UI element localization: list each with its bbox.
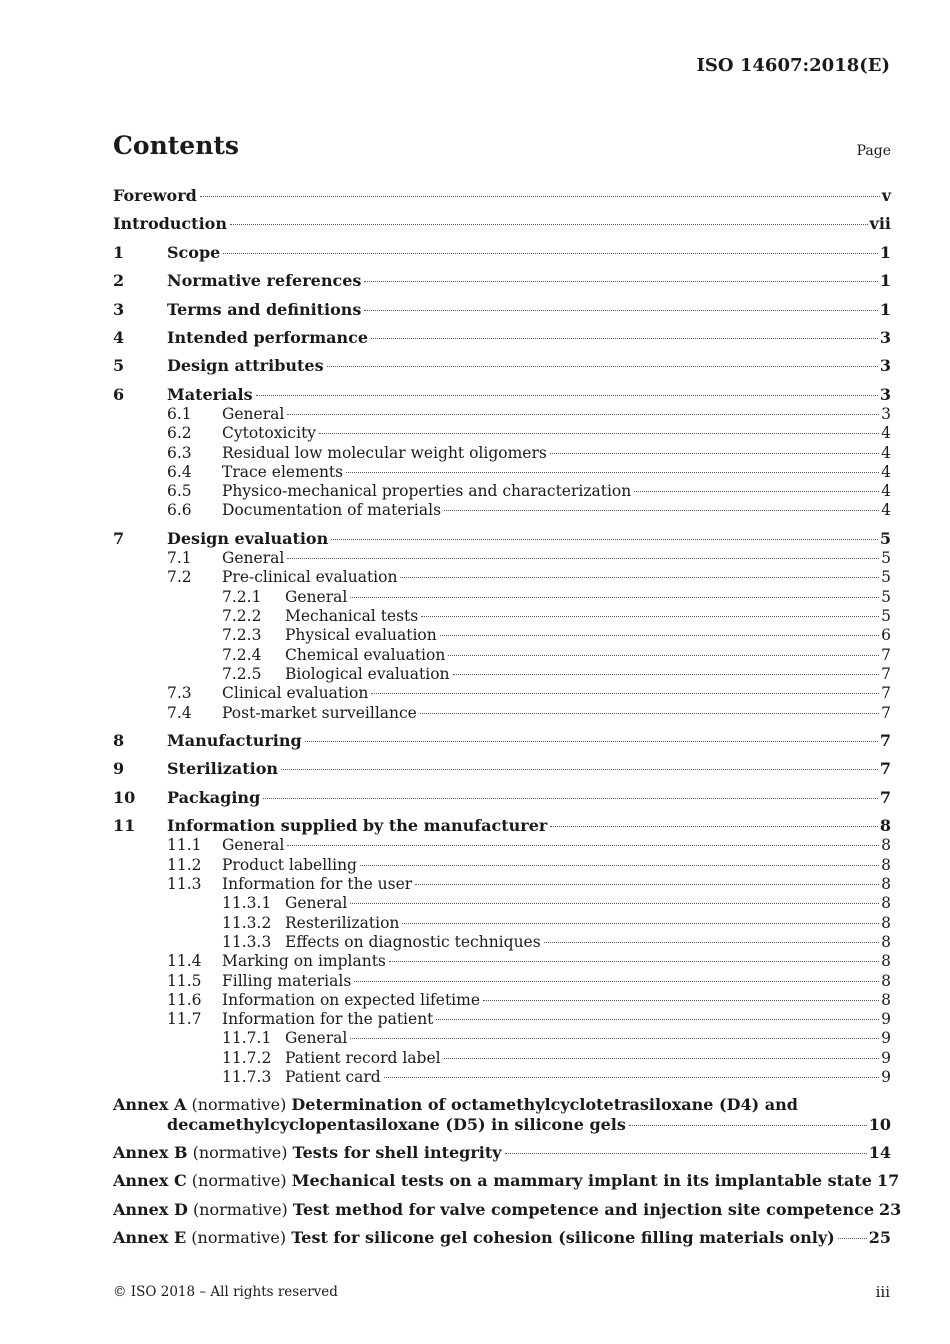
toc-entry-number: 11.3: [167, 875, 202, 893]
dot-leader: [331, 539, 878, 540]
annex-page: 10: [868, 1115, 891, 1134]
copyright-notice: © ISO 2018 – All rights reserved: [113, 1284, 338, 1300]
toc-entry-label: Patient card: [285, 1068, 381, 1086]
dot-leader: [421, 616, 879, 617]
dot-leader: [453, 674, 880, 675]
toc-entry[interactable]: [113, 645, 891, 665]
toc-entry-label: Documentation of materials: [222, 501, 442, 519]
dot-leader: [346, 472, 879, 473]
toc-entry-page: 1: [879, 271, 891, 290]
annex-entry-continued[interactable]: [113, 1115, 891, 1135]
annex-kind: (normative): [192, 1200, 288, 1219]
toc-entry-label: General: [222, 405, 285, 423]
dot-leader: [389, 961, 879, 962]
toc-entry-number: 11.7.1: [222, 1029, 272, 1047]
annex-kind: (normative): [191, 1171, 287, 1190]
toc-entry-label: Information for the patient: [222, 1010, 434, 1028]
toc-entry-page: 9: [881, 1029, 891, 1047]
toc-entry[interactable]: [113, 788, 891, 808]
toc-entry-page: 3: [879, 328, 891, 347]
toc-entry-number: 7.2.2: [222, 607, 262, 625]
toc-entry[interactable]: [113, 356, 891, 376]
annex-kind: (normative): [191, 1095, 287, 1114]
toc-entry-label: General: [222, 549, 285, 567]
annex-page: 25: [868, 1228, 891, 1247]
toc-entry[interactable]: [113, 423, 891, 443]
toc-entry-label: Physical evaluation: [285, 626, 437, 644]
dot-leader: [364, 310, 877, 311]
toc-entry[interactable]: [113, 271, 891, 291]
dot-leader: [350, 1038, 879, 1039]
annex-page: 17: [876, 1171, 900, 1190]
toc-entry-page: 8: [881, 972, 891, 990]
toc-entry-page: 4: [881, 424, 891, 442]
toc-entry[interactable]: [113, 664, 891, 684]
toc-entry[interactable]: [113, 548, 891, 568]
toc-entry[interactable]: [113, 462, 891, 482]
annex-kind: (normative): [191, 1228, 287, 1247]
toc-entry[interactable]: [113, 816, 891, 836]
toc-entry[interactable]: [113, 567, 891, 587]
toc-entry-label: Marking on implants: [222, 952, 386, 970]
toc-entry-number: 6.2: [167, 424, 192, 442]
toc-entry-page: 7: [879, 788, 891, 807]
toc-entry-label: Scope: [167, 243, 221, 262]
toc-entry-number: 7.2.5: [222, 665, 262, 683]
toc-entry[interactable]: [113, 990, 891, 1010]
toc-entry-number: 6.1: [167, 405, 192, 423]
toc-entry-page: 8: [881, 991, 891, 1009]
toc-entry-number: 11.3.3: [222, 933, 272, 951]
toc-entry-number: 8: [113, 731, 125, 750]
toc-entry-page: 8: [879, 816, 891, 835]
toc-entry-label: Design attributes: [167, 356, 324, 375]
toc-entry-number: 1: [113, 243, 125, 262]
toc-entry-page: 6: [881, 626, 891, 644]
toc-entry-label: Biological evaluation: [285, 665, 450, 683]
annex-title: decamethylcyclopentasiloxane (D5) in silicone gels: [167, 1115, 626, 1134]
document-id: ISO 14607:2018(E): [696, 55, 890, 76]
toc-entry[interactable]: [113, 1067, 891, 1087]
toc-entry-number: 6.4: [167, 463, 192, 481]
toc-entry-label: Chemical evaluation: [285, 646, 446, 664]
toc-entry[interactable]: [113, 971, 891, 991]
toc-entry-label: Trace elements: [222, 463, 344, 481]
dot-leader: [360, 865, 879, 866]
toc-entry-number: 7.2.4: [222, 646, 262, 664]
toc-entry-label: General: [222, 836, 285, 854]
annex-letter: Annex B: [113, 1143, 188, 1162]
annex-letter: Annex E: [113, 1228, 187, 1247]
toc-entry-page: 9: [881, 1068, 891, 1086]
toc-entry[interactable]: [113, 932, 891, 952]
dot-leader: [223, 253, 878, 254]
dot-leader: [350, 597, 879, 598]
toc-entry-number: 7.4: [167, 704, 192, 722]
toc-entry-number: 7.2.1: [222, 588, 262, 606]
toc-entry-label: Terms and definitions: [167, 300, 362, 319]
toc-entry[interactable]: [113, 835, 891, 855]
dot-leader: [420, 713, 879, 714]
toc-entry[interactable]: [113, 703, 891, 723]
dot-leader: [444, 510, 879, 511]
toc-entry-label: Design evaluation: [167, 529, 329, 548]
dot-leader: [505, 1153, 867, 1154]
toc-entry-number: 11.4: [167, 952, 202, 970]
toc-entry-number: 11.7.3: [222, 1068, 272, 1086]
toc-entry-label: Manufacturing: [167, 731, 302, 750]
toc-entry-page: 5: [881, 568, 891, 586]
toc-entry[interactable]: [113, 385, 891, 405]
toc-entry-label: Pre-clinical evaluation: [222, 568, 398, 586]
annex-entry[interactable]: [113, 1143, 891, 1163]
toc-entry-page: 5: [879, 529, 891, 548]
annex-entry[interactable]: [113, 1228, 891, 1248]
toc-entry[interactable]: [113, 1009, 891, 1029]
toc-entry[interactable]: [113, 587, 891, 607]
dot-leader: [415, 884, 879, 885]
dot-leader: [371, 693, 879, 694]
toc-entry-label: Information supplied by the manufacturer: [167, 816, 548, 835]
toc-entry-label: Foreword: [113, 186, 197, 205]
page-column-label: Page: [856, 143, 891, 159]
toc-entry[interactable]: [113, 404, 891, 424]
toc-entry-label: Information for the user: [222, 875, 413, 893]
dot-leader: [287, 558, 879, 559]
toc-entry-page: 7: [881, 704, 891, 722]
toc-entry[interactable]: [113, 874, 891, 894]
dot-leader: [544, 942, 879, 943]
page-number: iii: [875, 1283, 890, 1301]
dot-leader: [444, 1058, 880, 1059]
toc-entry-number: 11.6: [167, 991, 202, 1009]
toc-entry-page: 7: [881, 646, 891, 664]
dot-leader: [350, 903, 879, 904]
toc-entry-page: 7: [881, 665, 891, 683]
annex-letter: Annex D: [113, 1200, 188, 1219]
toc-entry-page: 9: [881, 1049, 891, 1067]
dot-leader: [371, 338, 878, 339]
toc-entry-number: 6: [113, 385, 125, 404]
toc-entry-label: Intended performance: [167, 328, 369, 347]
toc-entry-number: 3: [113, 300, 125, 319]
annex-entry[interactable]: [113, 1171, 900, 1191]
toc-entry-label: Mechanical tests: [285, 607, 419, 625]
toc-entry-label: Product labelling: [222, 856, 357, 874]
dot-leader: [230, 224, 868, 225]
toc-entry[interactable]: [113, 625, 891, 645]
toc-entry-page: 1: [879, 300, 891, 319]
toc-entry[interactable]: [113, 1028, 891, 1048]
toc-entry-label: Post-market surveillance: [222, 704, 417, 722]
toc-entry-label: Normative references: [167, 271, 362, 290]
toc-entry-page: 8: [881, 875, 891, 893]
annex-kind: (normative): [192, 1143, 288, 1162]
dot-leader: [327, 366, 878, 367]
toc-entry[interactable]: [113, 214, 891, 234]
toc-entry-number: 6.6: [167, 501, 192, 519]
toc-entry-page: 5: [881, 588, 891, 606]
toc-entry-page: 5: [881, 549, 891, 567]
toc-entry-number: 11.5: [167, 972, 202, 990]
dot-leader: [281, 769, 878, 770]
toc-entry[interactable]: [113, 606, 891, 626]
toc-entry-number: 11.3.2: [222, 914, 272, 932]
toc-entry-label: Information on expected lifetime: [222, 991, 481, 1009]
toc-entry-number: 5: [113, 356, 125, 375]
annex-page: 23: [879, 1200, 902, 1219]
toc-entry-number: 7.1: [167, 549, 192, 567]
toc-entry-label: General: [285, 1029, 348, 1047]
dot-leader: [440, 635, 879, 636]
toc-entry-label: Effects on diagnostic techniques: [285, 933, 541, 951]
dot-leader: [550, 453, 879, 454]
toc-entry-number: 6.3: [167, 444, 192, 462]
toc-entry[interactable]: [113, 913, 891, 933]
toc-entry-page: 5: [881, 607, 891, 625]
toc-entry-label: Resterilization: [285, 914, 400, 932]
dot-leader: [634, 491, 879, 492]
toc-entry-label: Filling materials: [222, 972, 352, 990]
toc-entry-page: vii: [869, 214, 891, 233]
annex-title: Tests for shell integrity: [292, 1143, 502, 1162]
toc-entry-number: 11.3.1: [222, 894, 272, 912]
dot-leader: [287, 414, 879, 415]
toc-entry-number: 10: [113, 788, 136, 807]
annex-entry[interactable]: [113, 1200, 902, 1220]
toc-entry-number: 9: [113, 759, 125, 778]
toc-entry-number: 7.2.3: [222, 626, 262, 644]
toc-entry-number: 11.1: [167, 836, 202, 854]
dot-leader: [402, 923, 879, 924]
toc-entry[interactable]: [113, 243, 891, 263]
toc-entry-page: 9: [881, 1010, 891, 1028]
page-title: Contents: [113, 131, 240, 160]
toc-entry-page: 8: [881, 933, 891, 951]
toc-entry-number: 11: [113, 816, 136, 835]
dot-leader: [200, 196, 880, 197]
toc-entry-label: Sterilization: [167, 759, 279, 778]
toc-entry-label: Materials: [167, 385, 253, 404]
toc-entry-page: 3: [879, 385, 891, 404]
toc-entry-number: 2: [113, 271, 125, 290]
dot-leader: [384, 1077, 879, 1078]
toc-entry-page: 1: [879, 243, 891, 262]
annex-page: 14: [868, 1143, 891, 1162]
toc-entry-page: 8: [881, 952, 891, 970]
toc-entry[interactable]: [113, 481, 891, 501]
annex-title: Test for silicone gel cohesion (silicone filling materials only): [291, 1228, 835, 1247]
toc-entry-number: 11.7: [167, 1010, 202, 1028]
toc-entry[interactable]: [113, 500, 891, 520]
annex-title: Test method for valve competence and injection site competence: [292, 1200, 874, 1219]
toc-entry-number: 11.7.2: [222, 1049, 272, 1067]
toc-entry-label: Patient record label: [285, 1049, 441, 1067]
toc-entry[interactable]: [113, 300, 891, 320]
dot-leader: [436, 1019, 879, 1020]
toc-entry[interactable]: [113, 683, 891, 703]
toc-entry-page: 7: [879, 759, 891, 778]
toc-entry-label: General: [285, 894, 348, 912]
toc-entry-number: 7.3: [167, 684, 192, 702]
toc-entry-page: 7: [879, 731, 891, 750]
toc-entry-page: 7: [881, 684, 891, 702]
toc-entry[interactable]: [113, 855, 891, 875]
toc-entry-number: 11.2: [167, 856, 202, 874]
toc-entry-page: 3: [879, 356, 891, 375]
toc-entry-label: General: [285, 588, 348, 606]
dot-leader: [305, 741, 878, 742]
toc-entry-page: 4: [881, 501, 891, 519]
toc-entry-label: Physico-mechanical properties and characterization: [222, 482, 632, 500]
toc-entry-label: Packaging: [167, 788, 261, 807]
dot-leader: [400, 577, 879, 578]
dot-leader: [354, 981, 879, 982]
toc-entry-page: 8: [881, 856, 891, 874]
toc-entry[interactable]: [113, 759, 891, 779]
dot-leader: [319, 433, 879, 434]
toc-entry-page: 4: [881, 444, 891, 462]
toc-entry[interactable]: [113, 1048, 891, 1068]
dot-leader: [483, 1000, 879, 1001]
dot-leader: [287, 845, 879, 846]
dot-leader: [364, 281, 877, 282]
dot-leader: [256, 395, 878, 396]
toc-entry-page: 8: [881, 914, 891, 932]
dot-leader: [263, 798, 878, 799]
dot-leader: [629, 1125, 867, 1126]
toc-entry[interactable]: [113, 951, 891, 971]
toc-entry-label: Clinical evaluation: [222, 684, 369, 702]
toc-entry-label: Residual low molecular weight oligomers: [222, 444, 547, 462]
toc-entry-number: 4: [113, 328, 125, 347]
toc-entry-page: 4: [881, 463, 891, 481]
annex-letter: Annex A: [113, 1095, 187, 1114]
toc-entry[interactable]: [113, 186, 891, 206]
annex-entry[interactable]: [113, 1095, 891, 1115]
dot-leader: [550, 826, 878, 827]
toc-entry-label: Cytotoxicity: [222, 424, 317, 442]
toc-entry-number: 7: [113, 529, 125, 548]
toc-entry-page: 8: [881, 894, 891, 912]
toc-entry[interactable]: [113, 328, 891, 348]
toc-entry[interactable]: [113, 443, 891, 463]
toc-entry-page: 8: [881, 836, 891, 854]
toc-entry[interactable]: [113, 731, 891, 751]
toc-entry-page: v: [881, 186, 891, 205]
annex-title: Mechanical tests on a mammary implant in its implantable state: [291, 1171, 872, 1190]
toc-entry-number: 6.5: [167, 482, 192, 500]
toc-entry-number: 7.2: [167, 568, 192, 586]
toc-entry[interactable]: [113, 529, 891, 549]
toc-entry-page: 4: [881, 482, 891, 500]
dot-leader: [838, 1238, 867, 1239]
annex-letter: Annex C: [113, 1171, 187, 1190]
toc-entry[interactable]: [113, 893, 891, 913]
annex-title: Determination of octamethylcyclotetrasiloxane (D4) and: [291, 1095, 798, 1114]
toc-entry-label: Introduction: [113, 214, 227, 233]
dot-leader: [448, 655, 879, 656]
toc-entry-page: 3: [881, 405, 891, 423]
